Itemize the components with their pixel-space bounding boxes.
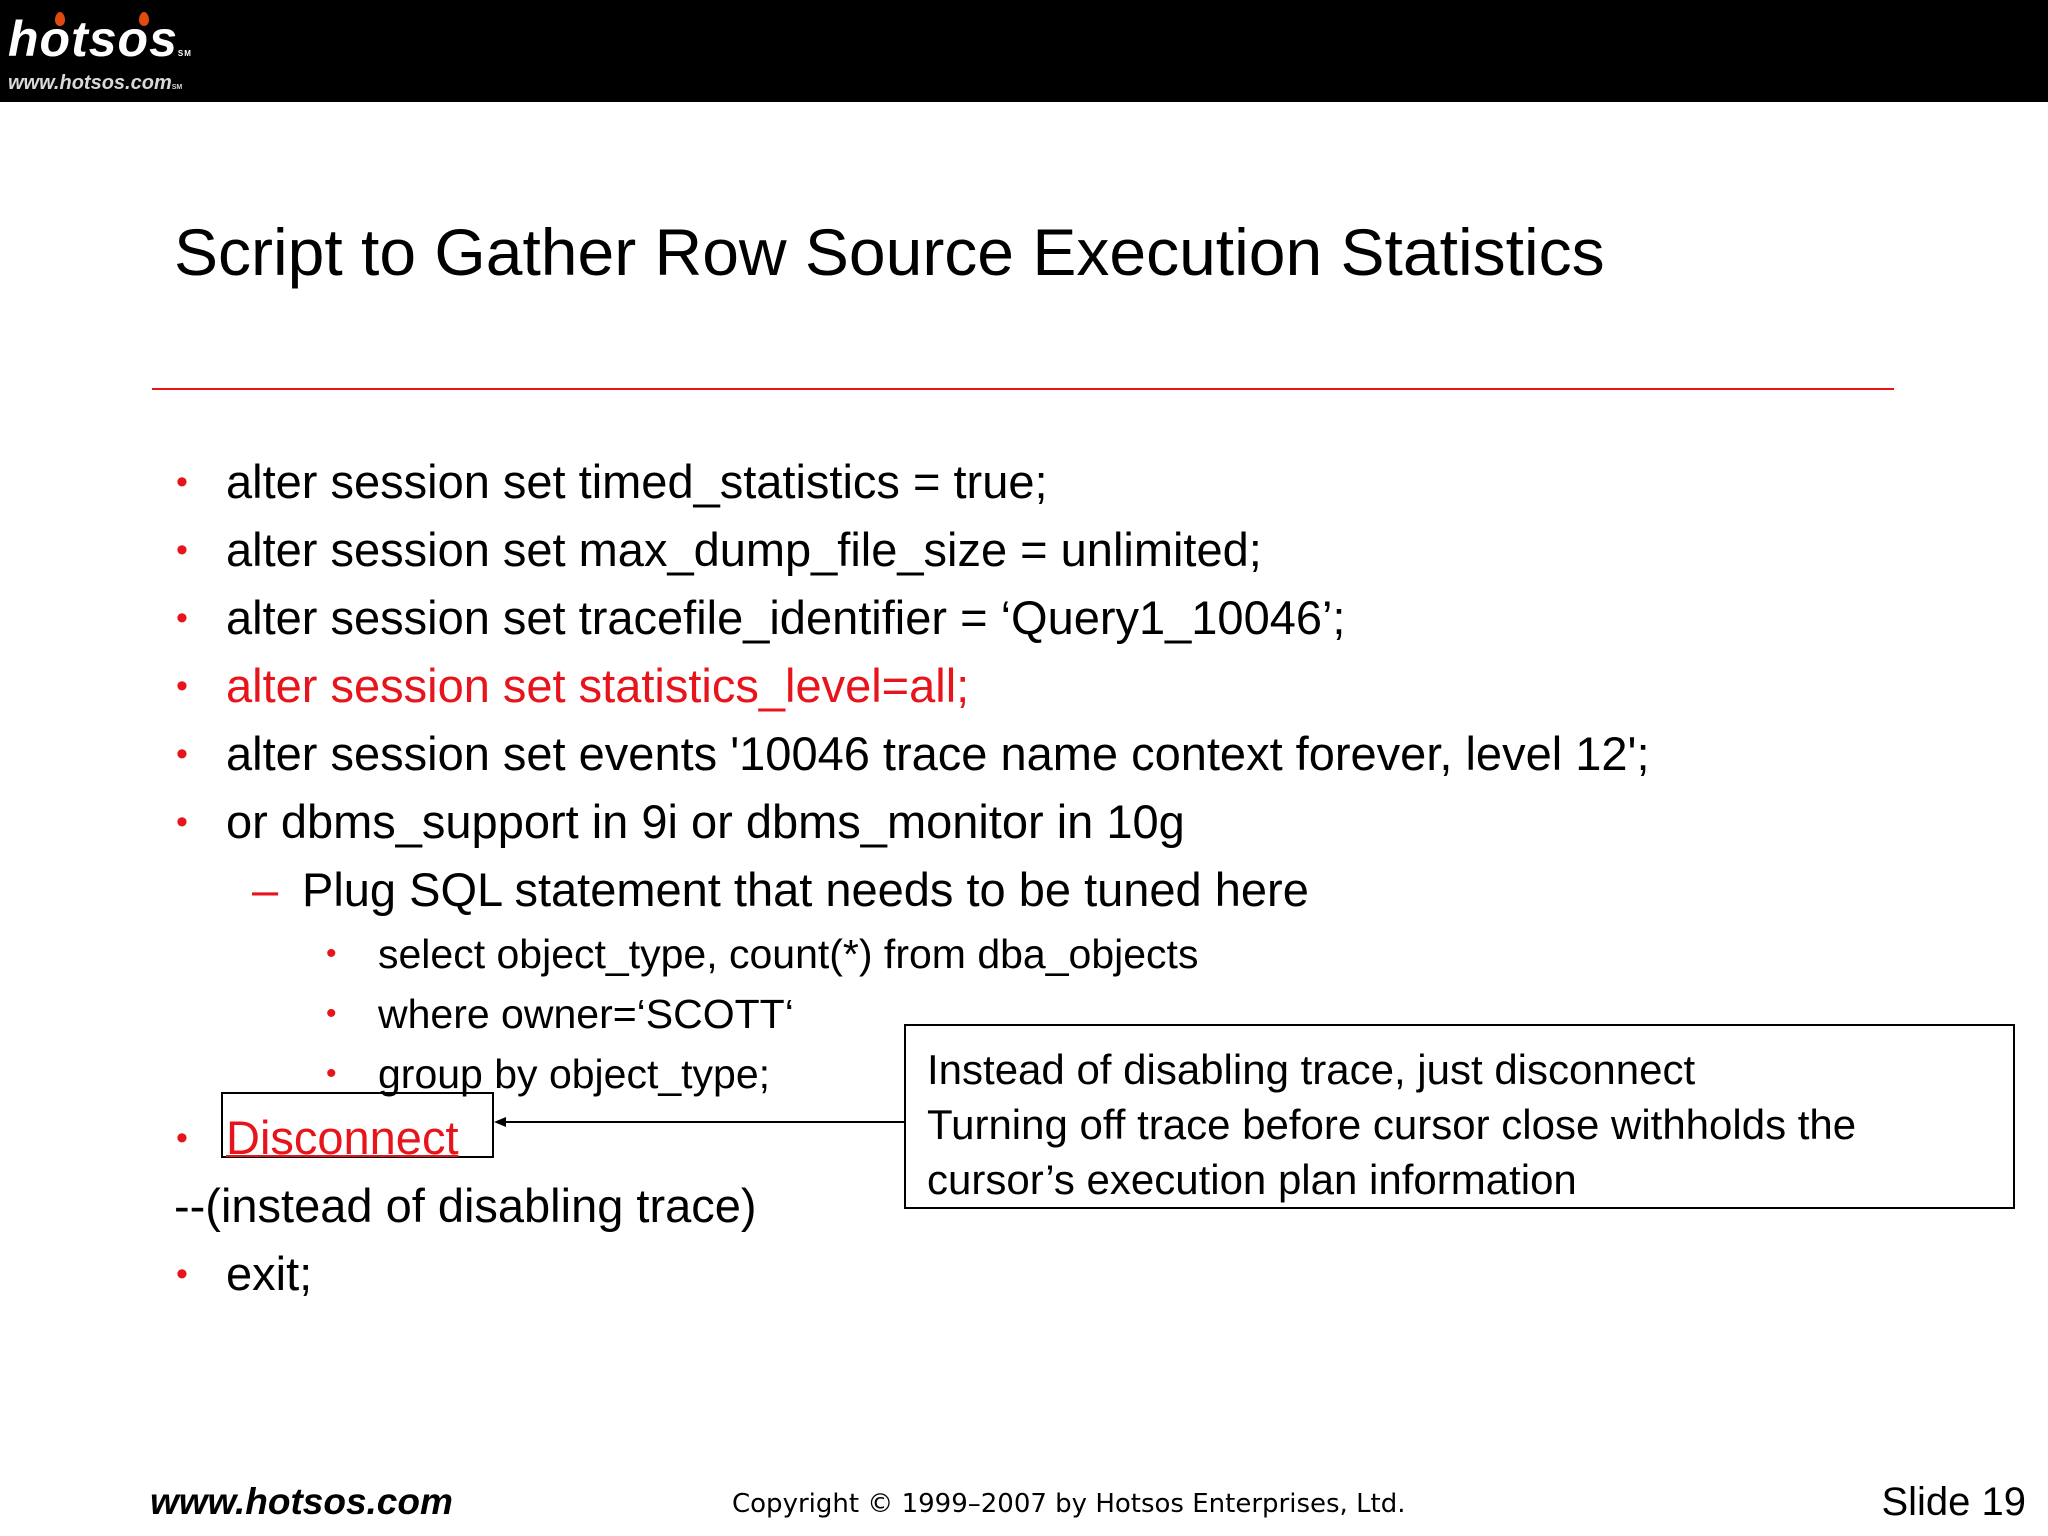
bullet-dot-icon: •	[176, 1255, 188, 1293]
slide-number: Slide 19	[1881, 1480, 2026, 1524]
sub-sub-bullet-text: select object_type, count(*) from dba_objects	[378, 931, 1199, 977]
slide-title: Script to Gather Row Source Execution Statistics	[174, 215, 1605, 289]
sub-sub-bullet-item	[326, 1050, 771, 1098]
bullet-text: alter session set max_dump_file_size = unlimited;	[226, 523, 1262, 576]
copyright-text: Copyright © 1999–2007 by Hotsos Enterprises, Ltd.	[732, 1489, 1406, 1519]
bullet-dot-icon: •	[176, 531, 188, 569]
bullet-item	[176, 794, 1185, 850]
footer-url: www.hotsos.com	[150, 1481, 453, 1522]
bullet-text: alter session set timed_statistics = true;	[226, 455, 1048, 508]
disconnect-text: Disconnect	[226, 1111, 459, 1164]
bullet-dot-icon: •	[176, 1119, 188, 1157]
logo	[8, 11, 192, 79]
bullet-item-highlighted	[176, 658, 970, 714]
bullet-dot-icon: •	[326, 937, 337, 970]
bullet-dot-icon: •	[176, 463, 188, 501]
callout-line: cursor’s execution plan information	[927, 1156, 1577, 1203]
bullet-dot-icon: •	[326, 997, 337, 1030]
logo-service-mark: SM	[177, 49, 192, 58]
sub-sub-bullet-item	[326, 930, 1199, 978]
bullet-item	[176, 454, 1048, 510]
bullet-item	[176, 590, 1346, 646]
logo-url-text: www.hotsos.com	[8, 72, 172, 94]
bullet-text: alter session set events '10046 trace name context forever, level 12';	[226, 727, 1650, 780]
callout-box	[904, 1024, 2015, 1209]
header-bar	[0, 0, 2048, 102]
bullet-dot-icon: •	[176, 599, 188, 637]
callout-line: Instead of disabling trace, just disconnect	[927, 1046, 1696, 1093]
sub-sub-bullet-item	[326, 990, 794, 1038]
bullet-text: or dbms_support in 9i or dbms_monitor in 10g	[226, 795, 1185, 848]
bullet-text: exit;	[226, 1247, 313, 1300]
sub-sub-bullet-text: group by object_type;	[378, 1051, 771, 1097]
bullet-dot-icon: •	[326, 1057, 337, 1090]
bullet-dot-icon: •	[176, 667, 188, 705]
title-divider	[152, 388, 1894, 390]
arrow-left-icon	[494, 1112, 906, 1132]
bullet-dot-icon: •	[176, 803, 188, 841]
note-line	[174, 1178, 757, 1234]
logo-text: hotsos	[8, 11, 178, 67]
bullet-item	[176, 726, 1650, 782]
sub-bullet-text: Plug SQL statement that needs to be tuned here	[302, 863, 1309, 916]
callout-line: Turning off trace before cursor close withholds the	[927, 1101, 1857, 1148]
note-text: --(instead of disabling trace)	[174, 1179, 757, 1232]
sub-sub-bullet-text: where owner=‘SCOTT‘	[378, 991, 794, 1037]
bullet-item	[176, 1246, 313, 1302]
bullet-text: alter session set statistics_level=all;	[226, 659, 970, 712]
bullet-dot-icon: •	[176, 735, 188, 773]
sub-bullet-item	[252, 862, 1309, 918]
bullet-item-disconnect	[176, 1110, 459, 1166]
bullet-text: alter session set tracefile_identifier = ‘Query1_10046’;	[226, 591, 1346, 644]
dash-icon: –	[252, 863, 279, 916]
logo-url-service-mark: SM	[171, 84, 183, 91]
bullet-item	[176, 522, 1262, 578]
logo-url	[8, 72, 182, 99]
